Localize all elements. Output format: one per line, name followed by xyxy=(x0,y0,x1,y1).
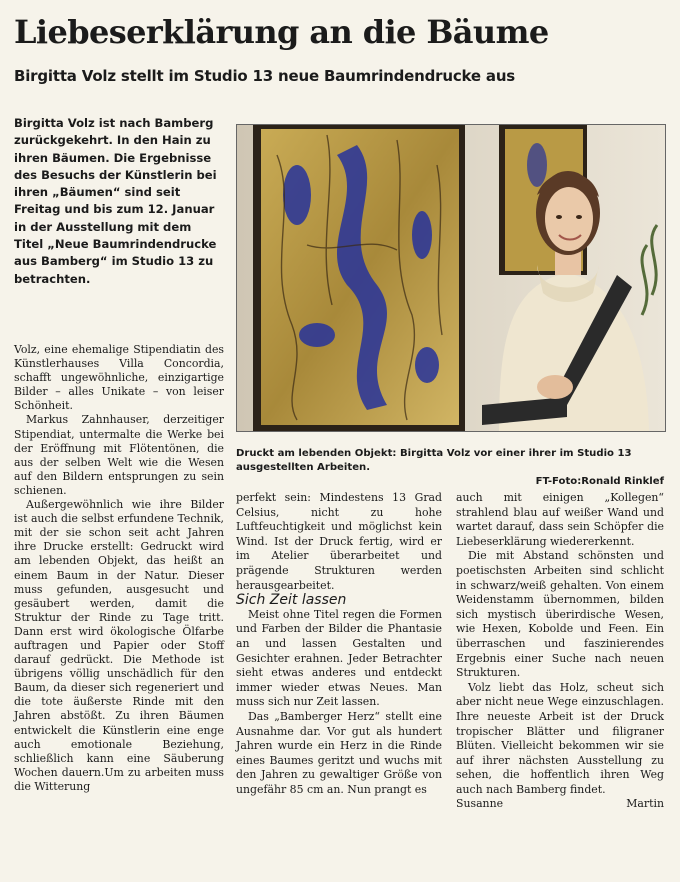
photo-caption xyxy=(236,447,664,489)
paragraph: Volz liebt das Holz, scheut sich aber nicht neue Wege einzuschlagen. Ihre neueste Arbeit ist der Druck tropischer Blätter und filigraner Blüten. Vielleicht bekommen wir sie auf ihrer nächsten Ausstellung zu sehen, die hoffentlich ihren Weg auch nach Bamberg findet. xyxy=(456,680,664,796)
section-heading: Sich Zeit lassen xyxy=(236,592,347,609)
article-subheadline: Birgitta Volz stellt im Studio 13 neue Baumrindendrucke aus xyxy=(14,67,516,85)
photo-credit: FT-Foto:Ronald Rinklef xyxy=(535,476,664,487)
author-last-name: Martin xyxy=(626,797,664,811)
paragraph: Volz, eine ehemalige Stipendiatin des Künstlerhauses Villa Concordia, schafft ungewöhnliche, einzigartige Bilder – alles Unikate – von leiser Schönheit. xyxy=(14,343,224,413)
article-headline: Liebeserklärung an die Bäume xyxy=(14,13,549,51)
caption-text: Druckt am lebenden Objekt: Birgitta Volz vor einer ihrer im Studio 13 ausgestellten Arbeiten. xyxy=(236,448,632,473)
paragraph: Das „Bamberger Herz“ stellt eine Ausnahme dar. Vor gut als hundert Jahren wurde ein Herz in die Rinde eines Baumes geritzt und wuchs mit den Jahren zu gewaltiger Größe von ungefähr 85 cm an. Nun prangt es xyxy=(236,709,442,796)
article-lead: Birgitta Volz ist nach Bamberg zurückgekehrt. In den Hain zu ihren Bäumen. Die Ergebnisse des Besuchs der Künstlerin bei ihren „Bäumen“ sind seit Freitag und bis zum 12. Januar in der Ausstellung mit dem Titel „Neue Baumrindendrucke aus Bamberg“ im Studio 13 zu betrachten. xyxy=(14,116,217,286)
paragraph: Meist ohne Titel regen die Formen und Farben der Bilder die Phantasie an und lassen Gestalten und Gesichter erahnen. Jeder Betrachter sieht etwas anderes und entdeckt immer wieder etwas Neues. Man muss sich nur Zeit lassen. xyxy=(236,607,442,709)
paragraph: Markus Zahnhauser, derzeitiger Stipendiat, untermalte die Werke bei der Eröffnung mit Flötentönen, die aus der selben Welt wie die Wesen auf den Bildern entsprungen zu sein schienen. xyxy=(14,413,224,497)
paragraph: Die mit Abstand schönsten und poetischsten Arbeiten sind schlicht in schwarz/weiß gehalten. Von einem Weidenstamm übernommen, bilden sich mystisch überirdische Wesen, wie Hexen, Kobolde und Feen. Ein überraschen und faszinierendes Ergebnis einer Suche nach neuen Strukturen. xyxy=(456,549,664,680)
body-column-2 xyxy=(236,491,442,797)
paragraph: perfekt sein: Mindestens 13 Grad Celsius, nicht zu hohe Luftfeuchtigkeit und möglichst kein Wind. Ist der Druck fertig, wird er im Atelier überarbeitet und prägende Strukturen werden herausgearbeitet. xyxy=(236,491,442,592)
author-first-name: Susanne xyxy=(456,797,504,811)
author-byline xyxy=(456,797,664,812)
paragraph: Außergewöhnlich wie ihre Bilder ist auch die selbst erfundene Technik, mit der sie schon seit acht Jahren ihre Drucke erstellt: Gedruckt wird am lebenden Objekt, das heißt an einem Baum in der Natur. Dieser muss gefunden, ausgesucht und gesäubert werden, damit die Struktur der Rinde zu Tage tritt. Dann erst wird ökologische Ölfarbe auftragen und Papier oder Stoff darauf gedrückt. Die Methode ist übrigens völlig unschädlich für den Baum, da dieser sich regeneriert und die tote äußerste Rinde mit den Jahren abstößt. Zu ihren Bäumen entwickelt die Künstlerin eine enge auch emotionale Beziehung, schließlich kann eine Säuberung Wochen dauern.Um zu arbeiten muss die Witterung xyxy=(14,498,224,793)
photo-artist-with-print xyxy=(237,125,665,431)
paragraph: auch mit einigen „Kollegen“ strahlend blau auf weißer Wand und wartet darauf, dass sein Schöpfer die Liebeserklärung wiedererkennt. xyxy=(456,491,664,548)
body-column-1 xyxy=(14,343,224,794)
article-photo xyxy=(236,124,666,432)
body-column-3 xyxy=(456,491,664,812)
